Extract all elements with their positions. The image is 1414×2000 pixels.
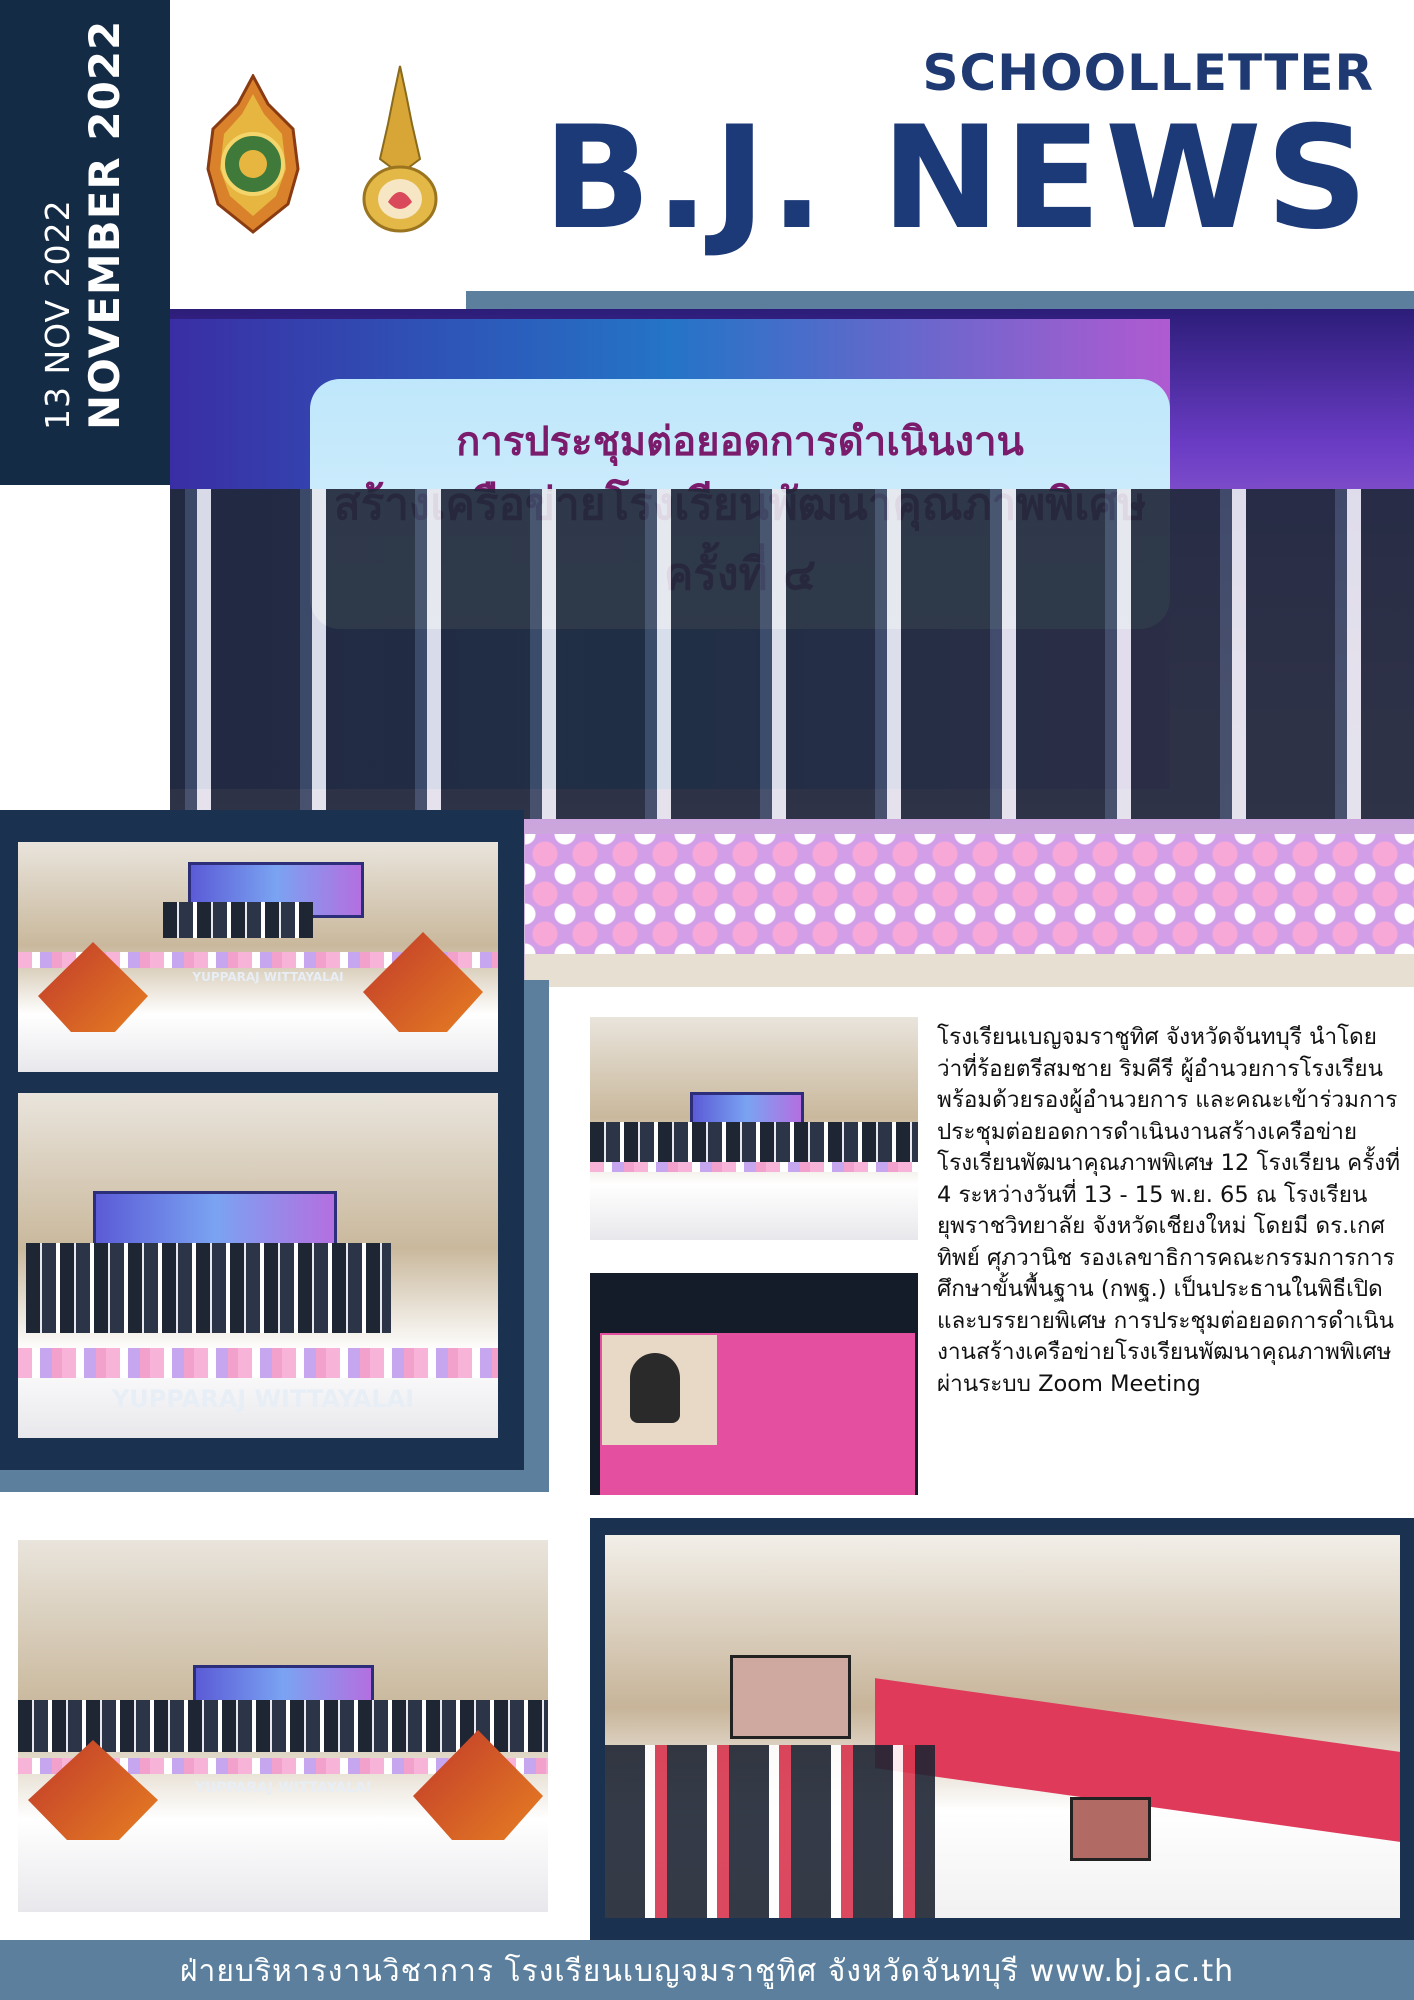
- dance-performance-photo: [18, 842, 498, 1072]
- date-banner: [0, 0, 170, 485]
- article-body: โรงเรียนเบญจมราชูทิศ จังหวัดจันทบุรี นำโดย ว่าที่ร้อยตรีสมชาย ริมคีรี ผู้อำนวยการโรงเรียน พร้อมด้วยรองผู้อำนวยการ และคณะเข้าร่วมการประชุมต่อยอดการดำเนินงานสร้างเครือข่ายโรงเรียนพัฒนาคุณภาพพิเศษ 12 โรงเรียน ครั้งที่ 4 ระหว่างวันที่ 13 - 15 พ.ย. 65 ณ โรงเรียนยุพราชวิทยาลัย จังหวัดเชียงใหม่ โดยมี ดร.เกศทิพย์ ศุภวานิช รองเลขาธิการคณะกรรมการการศึกษาขั้นพื้นฐาน (กพฐ.) เป็นประธานในพิธีเปิดและบรรยายพิเศษ การประชุมต่อยอดการดำเนินงานสร้างเครือข่ายโรงเรียนพัฒนาคุณภาพพิเศษ ผ่านระบบ Zoom Meeting: [937, 1024, 1401, 1397]
- collage-accent-strip: [524, 980, 549, 1490]
- collage-bottom-strip: [0, 1470, 549, 1492]
- newsletter-title: B.J. NEWS: [542, 96, 1372, 261]
- header-divider: [466, 291, 1414, 309]
- obec-emblem-logo: [198, 74, 308, 234]
- meeting-room-photo: [605, 1535, 1400, 1918]
- group-of-officials: [170, 489, 1414, 819]
- flower-arrangement: [525, 834, 1414, 954]
- stage-sign: YUPPARAJ WITTAYALAI: [192, 970, 344, 984]
- stage-sign: YUPPARAJ WITTAYALAI: [111, 1385, 415, 1413]
- meeting-room-screen: [730, 1655, 851, 1739]
- banner-line-1: การประชุมต่อยอดการดำเนินงาน: [456, 419, 1024, 465]
- issue-date: 13 NOV 2022: [38, 199, 77, 430]
- footer-credit: ฝ่ายบริหารงานวิชาการ โรงเรียนเบญจมราชูทิศ จังหวัดจันทบุรี www.bj.ac.th: [179, 1954, 1235, 1989]
- wide-stage-photo: [590, 1017, 918, 1240]
- zoom-meeting-photo: [590, 1273, 918, 1495]
- school-crest-logo: [360, 64, 440, 234]
- stage-sign: YUPPARAJ WITTAYALAI: [194, 1780, 372, 1796]
- newsletter-kicker: SCHOOLLETTER: [922, 44, 1374, 102]
- stage-front: [525, 954, 1414, 987]
- issue-month: NOVEMBER 2022: [80, 19, 129, 430]
- group-photo-thumbs-up: [18, 1093, 498, 1438]
- dance-wide-photo: [18, 1540, 548, 1912]
